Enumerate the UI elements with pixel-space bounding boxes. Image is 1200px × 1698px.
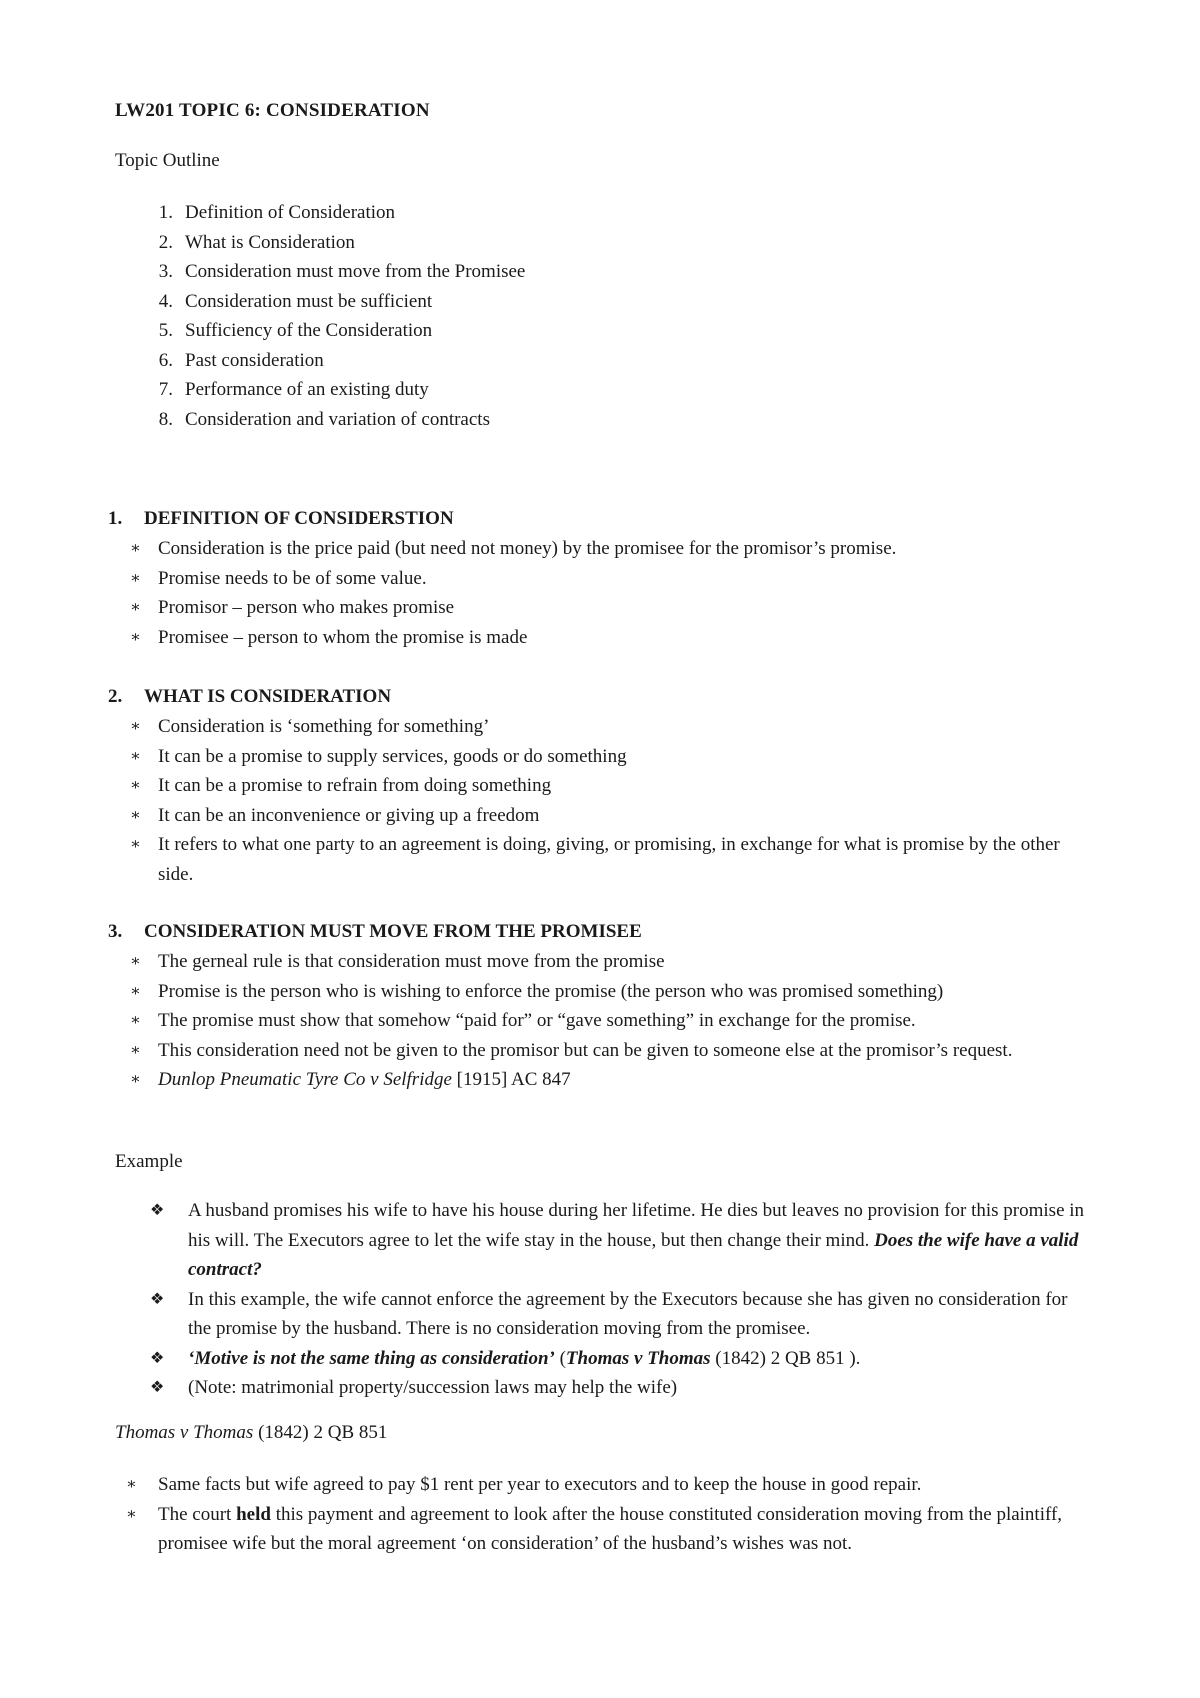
list-item — [150, 1285, 1090, 1344]
list-item — [108, 564, 1108, 594]
asterisk-bullet-icon: ∗ — [130, 1012, 141, 1029]
outline-item — [115, 287, 525, 317]
list-item-text: In this example, the wife cannot enforce the agreement by the Executors because she has given no consideration for the promise by the husband. There is no consideration moving from the promisee. — [188, 1288, 1068, 1339]
bullet-list — [108, 534, 1108, 652]
list-item-text: Promise needs to be of some value. — [158, 567, 427, 589]
list-item-text: Consideration is the price paid (but need not money) by the promisee for the promisor’s promise. — [158, 538, 897, 559]
asterisk-bullet-icon: ∗ — [130, 953, 141, 970]
outline-number: 6. — [158, 349, 173, 371]
outline-item — [115, 346, 525, 376]
document-title: LW201 TOPIC 6: CONSIDERATION — [115, 100, 430, 121]
list-item — [108, 771, 1108, 801]
held-emphasis: held — [236, 1503, 271, 1525]
section-number: 2. — [108, 686, 123, 707]
list-item-text: A husband promises his wife to have his house during her lifetime. He dies but leaves no provision for this promise in his will. The Executors agree to let the wife stay in the house, but then change their mind. — [188, 1200, 1085, 1251]
example-label: Example — [115, 1151, 183, 1172]
list-item-text: It can be an inconvenience or giving up a freedom — [158, 804, 540, 826]
list-item-text: (Note: matrimonial property/succession laws may help the wife) — [188, 1377, 678, 1398]
outline-item — [115, 405, 525, 435]
list-item-text: It can be a promise to refrain from doing something — [158, 775, 552, 796]
outline-number: 4. — [158, 290, 173, 312]
outline-number: 7. — [158, 379, 173, 400]
outline-text: Consideration must be sufficient — [185, 290, 433, 312]
list-item-text: The gerneal rule is that consideration must move from the promise — [158, 951, 665, 972]
outline-text: What is Consideration — [185, 231, 355, 253]
list-item — [108, 593, 1108, 623]
quote-text: ‘Motive is not the same thing as consideration’ — [188, 1347, 555, 1369]
list-item — [150, 1373, 1090, 1403]
outline-item — [115, 375, 525, 405]
section-heading — [108, 682, 1108, 712]
list-item-text: The court — [158, 1503, 237, 1525]
outline-item — [115, 257, 525, 287]
section-number: 3. — [108, 921, 123, 942]
outline-number: 1. — [158, 202, 173, 223]
list-item — [108, 801, 1108, 831]
section-title: WHAT IS CONSIDERATION — [144, 686, 392, 707]
outline-number: 5. — [158, 320, 173, 341]
asterisk-bullet-icon: ∗ — [130, 836, 141, 853]
section-heading — [108, 917, 1108, 947]
section-heading — [108, 504, 1108, 534]
list-item — [150, 1344, 1090, 1374]
list-item — [108, 623, 1108, 653]
example-list — [150, 1196, 1090, 1403]
list-item — [108, 830, 1108, 889]
list-item — [108, 1006, 1108, 1036]
paren-open: ( — [554, 1347, 566, 1369]
case-name: Thomas v Thomas — [115, 1422, 254, 1443]
case-citation: (1842) 2 QB 851 — [253, 1422, 388, 1443]
asterisk-bullet-icon: ∗ — [130, 1041, 141, 1059]
asterisk-bullet-icon: ∗ — [130, 628, 141, 646]
diamond-bullet-icon: ❖ — [150, 1379, 165, 1396]
list-item — [108, 742, 1108, 772]
case-citation: [1915] AC 847 — [451, 1069, 571, 1090]
outline-item — [115, 228, 525, 258]
outline-item — [115, 198, 525, 228]
section-number: 1. — [108, 508, 123, 529]
asterisk-bullet-icon: ∗ — [130, 747, 141, 765]
asterisk-bullet-icon: ∗ — [130, 540, 141, 557]
list-item-text: Promisor – person who makes promise — [158, 597, 455, 618]
outline-item — [115, 316, 525, 346]
list-item — [108, 1036, 1108, 1066]
case-heading — [115, 1422, 387, 1444]
bullet-list — [108, 712, 1108, 889]
outline-text: Consideration must move from the Promisee — [185, 261, 526, 282]
list-item — [108, 1065, 1108, 1095]
example-question: Does the wife have a valid contract? — [188, 1229, 1079, 1280]
outline-text: Consideration and variation of contracts — [185, 408, 490, 430]
list-item-text: It can be a promise to supply services, goods or do something — [158, 745, 627, 767]
list-item — [108, 947, 1108, 977]
diamond-bullet-icon: ❖ — [150, 1290, 165, 1308]
list-item — [108, 1470, 1108, 1500]
list-item-text: Promise is the person who is wishing to enforce the promise (the person who was promised something) — [158, 980, 944, 1002]
topic-outline-list — [115, 198, 525, 434]
outline-text: Past consideration — [185, 349, 324, 371]
outline-text: Definition of Consideration — [185, 202, 396, 223]
asterisk-bullet-icon: ∗ — [130, 806, 141, 824]
section-definition — [108, 504, 1108, 652]
section-title: CONSIDERATION MUST MOVE FROM THE PROMISEE — [144, 921, 642, 942]
asterisk-bullet-icon: ∗ — [130, 599, 141, 616]
list-item-text: Promisee – person to whom the promise is made — [158, 626, 528, 648]
case-notes-list — [108, 1470, 1108, 1559]
list-item-text: Consideration is ‘something for something’ — [158, 716, 490, 737]
case-name: Thomas v Thomas — [565, 1347, 711, 1369]
list-item — [108, 712, 1108, 742]
outline-number: 2. — [158, 231, 173, 253]
list-item-text: The promise must show that somehow “paid for” or “gave something” in exchange for the promise. — [158, 1010, 916, 1031]
list-item-text: This consideration need not be given to the promisor but can be given to someone else at the promisor’s request. — [158, 1039, 1013, 1061]
list-item — [150, 1196, 1090, 1285]
outline-label: Topic Outline — [115, 150, 220, 171]
section-title: DEFINITION OF CONSIDERSTION — [144, 508, 454, 529]
asterisk-bullet-icon: ∗ — [130, 569, 141, 587]
section-move-from-promisee — [108, 917, 1108, 1095]
asterisk-bullet-icon: ∗ — [130, 982, 141, 1000]
list-item-text: It refers to what one party to an agreement is doing, giving, or promising, in exchange for what is promise by the other side. — [158, 834, 1060, 885]
asterisk-bullet-icon: ∗ — [130, 777, 141, 794]
diamond-bullet-icon: ❖ — [150, 1202, 165, 1219]
section-what-is — [108, 682, 1108, 889]
asterisk-bullet-icon: ∗ — [130, 1071, 141, 1088]
list-item-text: this payment and agreement to look after the house constituted consideration moving from the plaintiff, promisee wife but the moral agreement ‘on consideration’ of the husband’s wishes was not. — [158, 1503, 1063, 1554]
list-item — [108, 977, 1108, 1007]
asterisk-bullet-icon: ∗ — [130, 718, 141, 735]
outline-text: Sufficiency of the Consideration — [185, 320, 433, 341]
bullet-list — [108, 947, 1108, 1095]
list-item-text: Same facts but wife agreed to pay $1 rent per year to executors and to keep the house in good repair. — [158, 1474, 922, 1495]
case-citation: (1842) 2 QB 851 ). — [710, 1347, 861, 1369]
case-name: Dunlop Pneumatic Tyre Co v Selfridge — [158, 1069, 452, 1090]
diamond-bullet-icon: ❖ — [150, 1349, 165, 1367]
outline-number: 3. — [158, 261, 173, 282]
asterisk-bullet-icon: ∗ — [126, 1476, 137, 1493]
outline-number: 8. — [158, 408, 173, 430]
asterisk-bullet-icon: ∗ — [126, 1505, 137, 1523]
list-item — [108, 534, 1108, 564]
outline-text: Performance of an existing duty — [185, 379, 429, 400]
list-item — [108, 1500, 1108, 1559]
